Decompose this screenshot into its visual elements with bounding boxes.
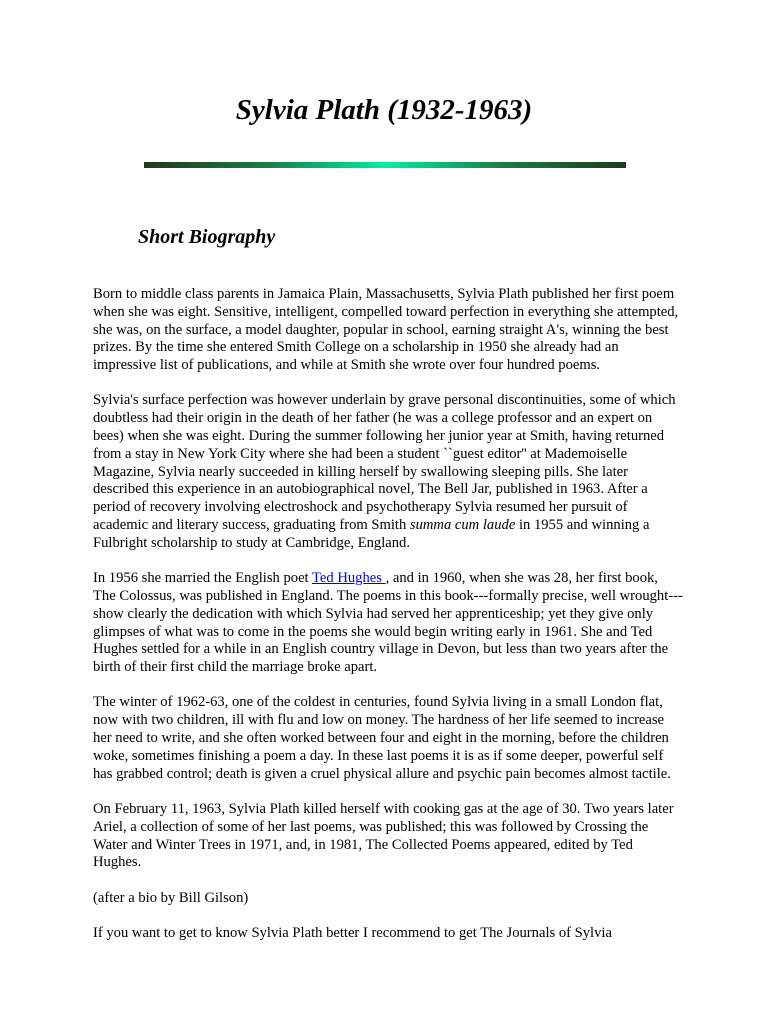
- paragraph-winter: [93, 694, 683, 783]
- ted-hughes-link[interactable]: Ted Hughes: [312, 570, 386, 587]
- paragraph-text: in 1955 and winning a Fulbright scholarship to study at Cambridge, England.: [93, 517, 650, 551]
- paragraph-recommendation: [93, 925, 683, 943]
- biography-body: [93, 286, 683, 960]
- paragraph-text: Sylvia's surface perfection was however underlain by grave personal discontinuities, some of which doubtless had their origin in the death of her father (he was a college professor and an expert on bees) when she was eight. During the summer following her junior year at Smith, having returned from a stay in New York City where she had been a student ``guest editor'' at Mademoiselle Magazine, Sylvia nearly succeeded in killing herself by swallowing sleeping pills. She later described this experience in an autobiographical novel, The Bell Jar, published in 1963. After a period of recovery involving electroshock and psychotherapy Sylvia resumed her pursuit of academic and literary success, graduating from Smith: [93, 392, 676, 534]
- paragraph-text: Born to middle class parents in Jamaica Plain, Massachusetts, Sylvia Plath published her first poem when she was eight. Sensitive, intelligent, compelled toward perfection in everything she attempted, she was, on the surface, a model daughter, popular in school, earning straight A's, winning the best prizes. By the time she entered Smith College on a scholarship in 1950 she already had an impressive list of publications, and while at Smith she wrote over four hundred poems.: [93, 286, 679, 374]
- paragraph-text: In 1956 she married the English poet: [93, 570, 312, 587]
- paragraph-early-life: [93, 286, 683, 375]
- gradient-divider: [144, 162, 626, 168]
- latin-emphasis: summa cum laude: [409, 517, 516, 534]
- paragraph-credit: [93, 890, 683, 908]
- paragraph-discontinuities: [93, 392, 683, 552]
- paragraph-text: On February 11, 1963, Sylvia Plath killed herself with cooking gas at the age of 30. Two years later Ariel, a collection of some of her last poems, was published; this was followed by Crossing the Water and Winter Trees in 1971, and, in 1981, The Collected Poems appeared, edited by Ted Hughes.: [93, 800, 674, 871]
- paragraph-death: [93, 801, 683, 872]
- paragraph-text: , and in 1960, when she was 28, her first book, The Colossus, was published in England. The poems in this book---formally precise, well wrought---show clearly the dedication with which Sylvia had served her apprenticeship; yet they give only glimpses of what was to come in the poems she would begin writing early in 1961. She and Ted Hughes settled for a while in an English country village in Devon, but less than two years after the birth of their first child the marriage broke apart.: [93, 570, 683, 676]
- paragraph-marriage: [93, 570, 683, 677]
- section-heading: Short Biography: [138, 226, 276, 248]
- paragraph-text: (after a bio by Bill Gilson): [93, 889, 249, 906]
- paragraph-text: The winter of 1962-63, one of the coldest in centuries, found Sylvia living in a small London flat, now with two children, ill with flu and low on money. The hardness of her life seemed to increase her need to write, and she often worked between four and eight in the morning, before the children woke, sometimes finishing a poem a day. In these last poems it is as if some deeper, powerful self has grabbed control; death is given a cruel physical allure and psychic pain becomes almost tactile.: [93, 694, 671, 782]
- paragraph-text: If you want to get to know Sylvia Plath better I recommend to get The Journals of Sylvia: [93, 924, 612, 941]
- page-title: Sylvia Plath (1932-1963): [235, 94, 533, 126]
